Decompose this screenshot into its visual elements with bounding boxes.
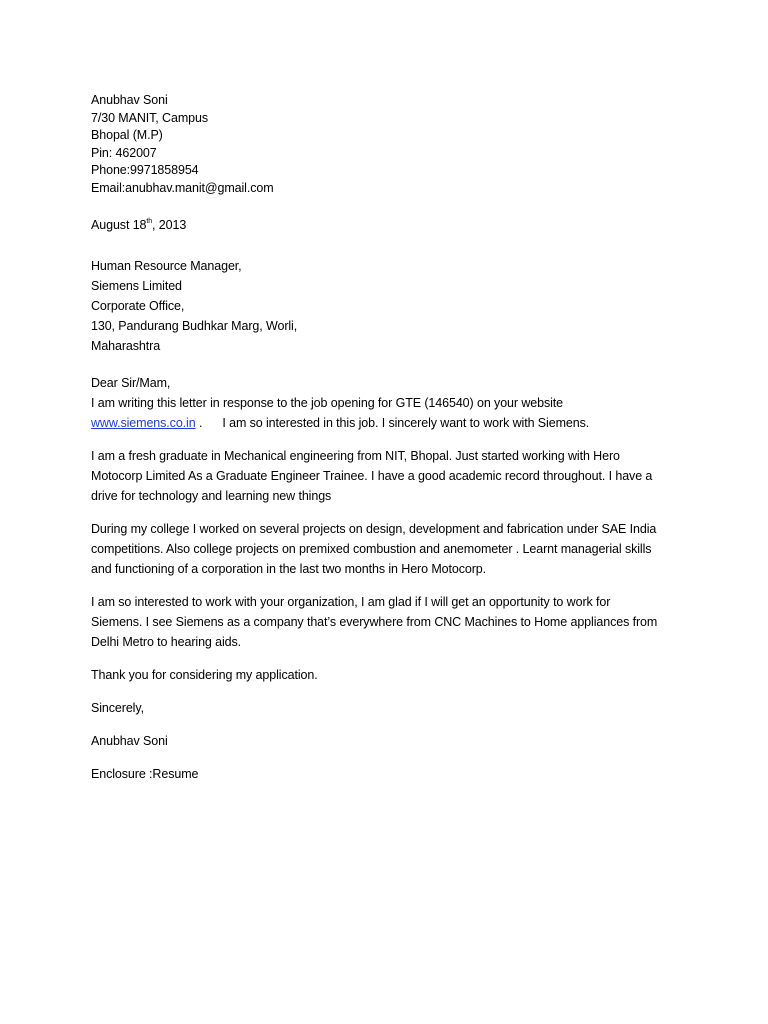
sender-address-line-2: Bhopal (M.P)	[91, 128, 163, 142]
thanks-paragraph	[91, 665, 691, 685]
paragraph-4-line-1: I am so interested to work with your organization, I am glad if I will get an opportunity to work for	[91, 595, 611, 609]
paragraph-3-line-1: During my college I worked on several projects on design, development and fabrication under SAE India	[91, 522, 657, 536]
link-trailing-period: .	[195, 416, 203, 430]
recipient-address-block	[91, 256, 691, 356]
enclosure-line: Enclosure :Resume	[91, 767, 199, 781]
signature-paragraph	[91, 731, 691, 751]
date-year: , 2013	[152, 218, 187, 232]
sender-address-line-1: 7/30 MANIT, Campus	[91, 110, 208, 125]
paragraph-1-line-2	[91, 413, 691, 433]
paragraph-3	[91, 519, 691, 579]
sender-name: Anubhav Soni	[91, 93, 168, 107]
paragraph-2-line-2: Motocorp Limited As a Graduate Engineer Trainee. I have a good academic record throughout. I have a	[91, 469, 653, 483]
paragraph-3-line-2: competitions. Also college projects on premixed combustion and anemometer . Learnt managerial skills	[91, 542, 652, 556]
recipient-line-5: Maharashtra	[91, 339, 161, 353]
thanks-line: Thank you for considering my application.	[91, 668, 318, 682]
paragraph-2-line-3: drive for technology and learning new things	[91, 489, 332, 503]
paragraph-4-line-3: Delhi Metro to hearing aids.	[91, 635, 242, 649]
letter-date	[91, 215, 691, 235]
closing-paragraph	[91, 698, 691, 718]
enclosure-paragraph	[91, 764, 691, 784]
cover-letter	[91, 92, 691, 784]
paragraph-2	[91, 446, 691, 506]
recipient-line-2: Siemens Limited	[91, 279, 182, 293]
opening-paragraph	[91, 373, 691, 433]
date-suffix: th	[146, 218, 153, 225]
paragraph-2-line-1: I am a fresh graduate in Mechanical engineering from NIT, Bhopal. Just started working with Hero	[91, 449, 620, 463]
salutation: Dear Sir/Mam,	[91, 376, 171, 390]
paragraph-4-line-2: Siemens. I see Siemens as a company that’s everywhere from CNC Machines to Home appliances from	[91, 615, 658, 629]
sender-email: Email:anubhav.manit@gmail.com	[91, 180, 274, 195]
signature-name: Anubhav Soni	[91, 734, 168, 748]
recipient-line-4: 130, Pandurang Budhkar Marg, Worli,	[91, 319, 298, 333]
closing-line: Sincerely,	[91, 701, 144, 715]
paragraph-1-line-2-text: I am so interested in this job. I sincerely want to work with Siemens.	[222, 416, 590, 430]
paragraph-3-line-3: and functioning of a corporation in the last two months in Hero Motocorp.	[91, 562, 487, 576]
paragraph-4	[91, 592, 691, 652]
sender-address-block	[91, 92, 691, 197]
sender-phone: Phone:9971858954	[91, 163, 199, 177]
date-month-day: August 18	[91, 218, 147, 232]
recipient-line-1: Human Resource Manager,	[91, 259, 242, 273]
siemens-website-link[interactable]: www.siemens.co.in	[91, 416, 196, 430]
recipient-line-3: Corporate Office,	[91, 299, 185, 313]
paragraph-1-line-1: I am writing this letter in response to the job opening for GTE (146540) on your website	[91, 396, 564, 410]
sender-pin: Pin: 462007	[91, 145, 157, 160]
